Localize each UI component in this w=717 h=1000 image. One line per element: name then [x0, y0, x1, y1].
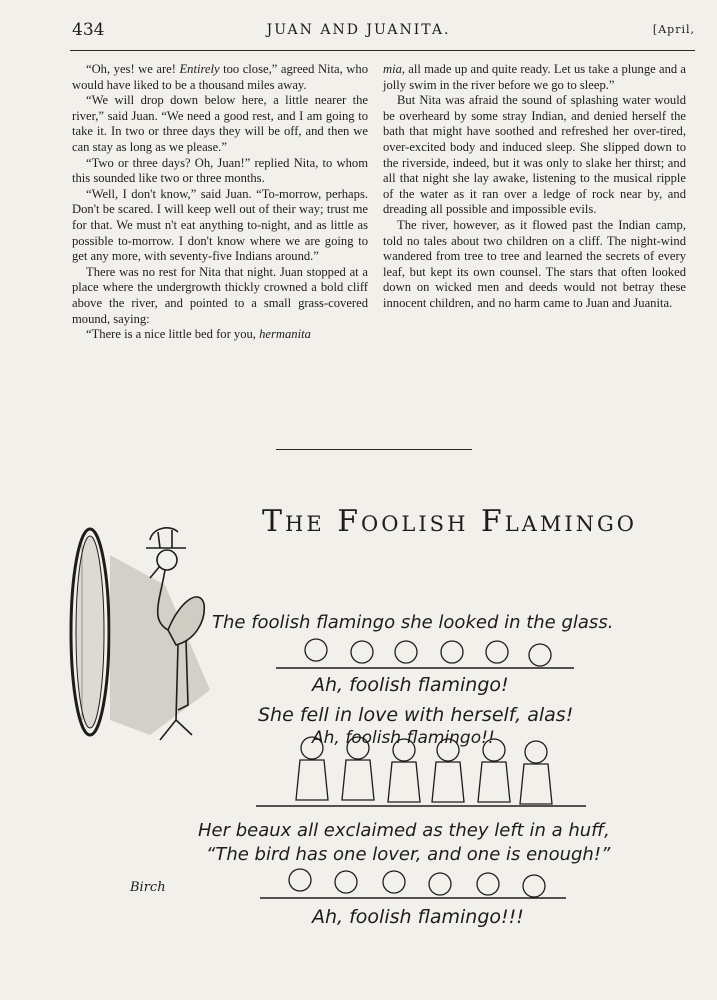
paragraph: “Oh, yes! we are! Entirely too close,” agreed Nita, who would have liked to be a thousand miles away. — [72, 62, 368, 92]
poem-line: The foolish flamingo she looked in the glass. — [212, 612, 614, 633]
paragraph: “We will drop down below here, a little nearer the river,” said Juan. “We need a good rest, and I am going to take it. In two or three days they will be off, and then we can stay as long as we please.” — [72, 93, 368, 154]
poem-line: Ah, foolish flamingo!!! — [312, 906, 524, 928]
page-number: 434 — [72, 20, 105, 40]
children-heads-row-1 — [276, 639, 574, 668]
paragraph: There was no rest for Nita that night. Juan stopped at a place where the undergrowth thickly crowned a bold cliff above the river, and pointed to a small grass-covered mound, saying: — [72, 264, 368, 326]
poem-line: She fell in love with herself, alas! — [258, 704, 574, 726]
poem-line: Ah, foolish flamingo!! — [312, 728, 495, 748]
poem-line: “The bird has one lover, and one is enough!” — [206, 844, 611, 865]
artist-signature: Birch — [130, 880, 166, 895]
shadow-shading — [110, 555, 210, 735]
paragraph: “Two or three days? Oh, Juan!” replied Nita, to whom this sounded like two or three months. — [72, 155, 368, 186]
poem-title: The Foolish Flamingo — [262, 504, 638, 539]
poem-line: Her beaux all exclaimed as they left in a huff, — [198, 820, 610, 841]
paragraph: The river, however, as it flowed past the Indian camp, told no tales about two children on a cliff. The night-wind wandered from tree to tree and learned the secrets of every leaf, but kept its own counsel. The stars that often looked down on wicked men and deeds would not betray these innocent children, and no harm came to Juan and Juanita. — [383, 217, 686, 310]
paragraph: “There is a nice little bed for you, hermanita — [86, 327, 311, 342]
children-heads-row-3 — [260, 869, 566, 898]
running-title: JUAN AND JUANITA. — [266, 22, 451, 38]
paragraph: “Well, I don't know,” said Juan. “To-morrow, perhaps. Don't be scared. I will keep well out of their way; trust me for that. We must n't eat anything to-night, and as little as possible to-morrow. I don't know where we are going to get any more, with seventy-five Indians around.” — [72, 186, 368, 264]
running-month: [April, — [652, 23, 695, 36]
mirror-drawing — [71, 529, 109, 735]
poem-line: Ah, foolish flamingo! — [312, 674, 509, 696]
paragraph: But Nita was afraid the sound of splashing water would be overheard by some stray Indian, and denied herself the bath that might have soothed and refreshed her over-tired, over-excited body and induced sleep. She slipped down to the riverside, indeed, but it was only to slake her thirst; and all that night she lay awake, listening to the musical ripple of the water as it ran over a ledge of rock near by, and dreading all possible and impossible evils. — [383, 93, 686, 217]
paragraph-continuation: mia, all made up and quite ready. Let us take a plunge and a jolly swim in the river before we go to sleep.” — [383, 62, 686, 92]
